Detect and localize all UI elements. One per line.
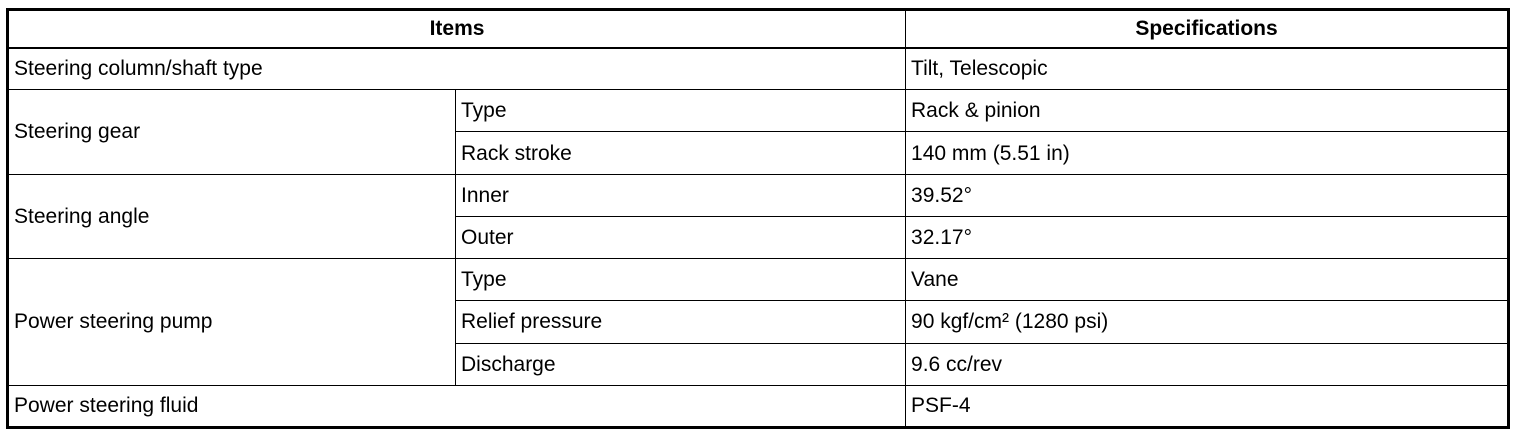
subitem-relief-pressure: Relief pressure [456, 301, 906, 343]
item-steering-column-type: Steering column/shaft type [8, 48, 906, 90]
item-steering-gear: Steering gear [8, 90, 456, 174]
specifications-table [6, 8, 1510, 429]
header-row [8, 10, 1509, 48]
spec-outer-angle: 32.17° [906, 216, 1509, 258]
table-row [8, 385, 1509, 427]
spec-discharge: 9.6 cc/rev [906, 343, 1509, 385]
subitem-rack-stroke: Rack stroke [456, 132, 906, 174]
table-row [8, 48, 1509, 90]
item-power-steering-pump: Power steering pump [8, 259, 456, 386]
spec-steering-column-type: Tilt, Telescopic [906, 48, 1509, 90]
subitem-inner: Inner [456, 174, 906, 216]
item-steering-angle: Steering angle [8, 174, 456, 258]
item-power-steering-fluid: Power steering fluid [8, 385, 906, 427]
spec-inner-angle: 39.52° [906, 174, 1509, 216]
header-specifications: Specifications [906, 10, 1509, 48]
subitem-outer: Outer [456, 216, 906, 258]
table-row [8, 174, 1509, 216]
spec-relief-pressure: 90 kgf/cm² (1280 psi) [906, 301, 1509, 343]
subitem-pump-type: Type [456, 259, 906, 301]
spec-steering-gear-type: Rack & pinion [906, 90, 1509, 132]
subitem-steering-gear-type: Type [456, 90, 906, 132]
spec-pump-type: Vane [906, 259, 1509, 301]
header-items: Items [8, 10, 906, 48]
spec-rack-stroke: 140 mm (5.51 in) [906, 132, 1509, 174]
subitem-discharge: Discharge [456, 343, 906, 385]
table-row [8, 259, 1509, 301]
table-row [8, 90, 1509, 132]
spec-power-steering-fluid: PSF-4 [906, 385, 1509, 427]
